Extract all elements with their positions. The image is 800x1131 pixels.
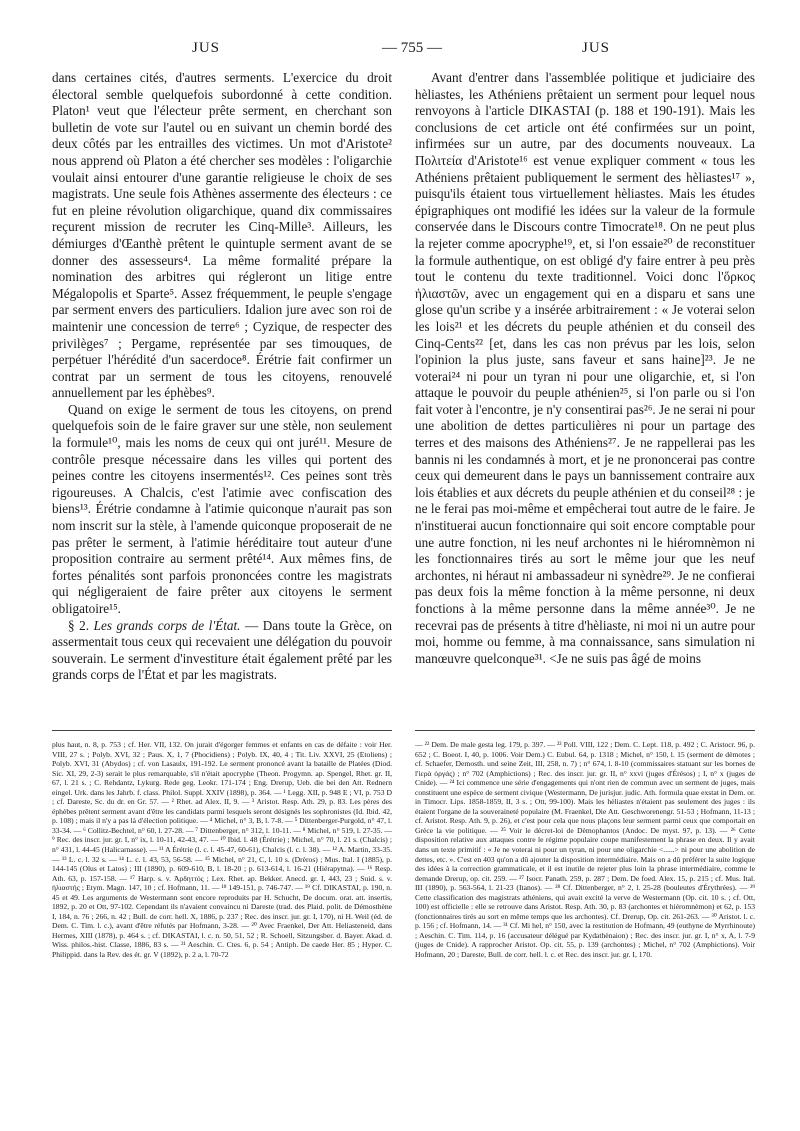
footnotes-left-text: plus haut, n. 8, p. 753 ; cf. Her. VII, 132. On jurait d'égorger femmes et enfants en cas de défaite : voir Her. VIII, 27 s. ; Polyb. XVI, 32 ; Paus. X, 1, 7 (Phocidiens) ; Polyb. IX, 40, 4 ; Tit. Liv. XXVI, 25 (Etoliens) ; Polyb. XVI, 31 (Abydos) ; cf. von Lasaulx, 191-192. Le serment prononcé avant la bataille de Platées (Diod. Sic. XI, 29, 2-3) serait le plus remarquable, s'il n'était apocryphe (Theon. Progymn. ap. Spengel, Rhet. gr. II, 67, l. 21 s. ; C. Rehdantz, Lykurg. Rede geg. Leokr. 171-174 ; Eng. Drerup, Ueb. die bei den Att. Rednern eingel. Urk. dans les Jahrb. f. class. Philol. Suppl. XXIV (1898), p. 364. — ¹ Legg. XII, p. 948 E ; VI, p. 753 D ; cf. Dareste, Sc. du dr. en Gr. 57. — ² Rhet. ad Alex. II, 9. — ³ Aristot. Resp. Ath. 29, p. 83. Les pères des éphèbes prêtent serment avant d'être les candidats parmi lesquels seront désignés les sophronistes (Id. Ibid. 42, p. 108) ; mais il n'y a pas là d'élection politique. — ⁴ Michel, n° 3, B, l. 7-8. — ⁵ Dittenberger-Purgold, n° 47, l. 33-34. — ⁶ Collitz-Bechtel, n° 60, l. 27-28. — ⁷ Dittenberger, n° 312, l. 10-11. — ⁸ Michel, n° 519, l. 27-35. — ⁹ Rec. des inscr. jur. gr. I, n° ix, l. 10-11, 42-43, 47. — ¹⁰ Ibid. l. 48 (Érétrie) ; Michel, n° 70, l. 21 s. (Chalcis) ; n° 431, l. 44-45 (Halicarnasse). — ¹¹ A Érétrie (l. c. l. 45-47, 60-61), Chalcis (l. c. l. 38). — ¹² A. Martin, 33-35. — ¹³ L. c. l. 32 s. — ¹⁴ L. c. l. 43, 53, 56-58. — ¹⁵ Michel, n° 21, C, l. 10 s. (Drèros) ; Mus. Ital. I (1885), p. 144-145 (Olus et Latos) ; III (1890), p. 609-610, B, l. 18-20 ; p. 613-614, l. 16-21 (Hiérapytna). — ¹⁶ Resp. Ath. 63, p. 157-158. — ¹⁷ Harp. s. v. Ἀρδηττός ; Lex. Rhet. ap. Bekker. Anecd. gr. I, 443, 23 ; Suid. s. v. ἡλιαστής ; Etym. Magn. 147, 10 ; cf. Hofmann, 11. — ¹⁸ 149-151, p. 746-747. — ¹⁹ Cf. DIKASTAI, p. 190, n. 45 et 49. Les arguments de Westermann sont encore reproduits par H. Schucht, De docum. orat. att. insertis, 1892, p. 20 et Ott, 97-102. Cependant ils n'avaient convaincu ni Dareste (trad. des Plaid. polit. de Démosthène I, 184, n. 76 ; 266, n. 42 ; Bull. de corr. hell. X, 1886, p. 237 ; Rec. des inscr. jur. gr. I, 170), ni H. Weil (éd. de Dem. C. Tim. l. c.), avant d'être réfutés par Hofmann, 3-28. — ²⁰ Avec Fraenkel, Der Att. Heliasteneid, dans Hermes, XIII (1878), p. 464 s. ; cf. DIKASTAI, l. c. n. 50, 51, 52 ; R. Schoell, Sitzungsber. d. Bayer. Akad. d. Wiss. philos.-hist. Classe, 1886, 83 s. — ²¹ Aeschin. C. Ctes. 6, p. 54 ; Antiph. De caede Her. 85 ; Hyper. C. Philippid. dans la Rev. des ét. gr. V (1892), p. 2 a, l. 70-72: [52, 740, 392, 960]
header-left-title: JUS: [192, 40, 221, 56]
right-column: [415, 70, 755, 667]
footnotes-right: [415, 740, 755, 960]
running-header: [52, 40, 767, 60]
section-number: § 2.: [68, 617, 90, 633]
section-paragraph: [52, 618, 392, 684]
section-title: Les grands corps de l'État.: [93, 617, 241, 633]
footnotes-left: [52, 740, 392, 960]
left-paragraph-2: Quand on exige le serment de tous les citoyens, on prend quelquefois soin de le faire graver sur une stèle, non seulement la formule¹⁰, mais les noms de ceux qui ont juré¹¹. Mesure de contrôle presque nécessaire dans les villes qui portent des peines contre les citoyens insermentés¹². Ces peines sont très rigoureuses. A Chalcis, c'est l'atimie avec confiscation des biens¹³. Érétrie condamne à l'atimie quiconque n'aurait pas son nom inscrit sur la stèle, à l'amende quiconque proposerait de ne pas prêter le serment, à l'atimie héréditaire tout auteur d'une proposition contraire au serment prêté¹⁴. Aux mêmes fins, de fortes pénalités sont parfois prononcées contre les magistrats qui négligeraient de faire prêter aux citoyens le serment obligatoire¹⁵.: [52, 401, 392, 616]
footnotes-right-text: — ²² Dem. De male gesta leg. 179, p. 397. — ²³ Poll. VIII, 122 ; Dem. C. Lept. 118, p. 492 ; C. Aristocr. 96, p. 652 ; C. Boeot. I, 40, p. 1006. Voir Dem.) C. Eubul. 64, p. 1318 ; Michel, n° 150, l. 15 (serment de dèmotes ; cf. Schaefer, Demosth. und seine Zeit, III, 258, n. 7) ; n° 674, l. 8-10 (commissaires statuant sur les bornes de l'ἱερὰ ὀργάς) ; n° 702 (Amphictions) ; Rec. des inscr. jur. gr. II, n° xxvi (juges d'Érésos) ; I, n° x (juges de Cnide). — ²⁴ Ici commence une série d'engagements qui n'ont rien de commun avec un serment de juges, mais constituent une espèce de serment civique (Westermann, De jurisjur. judic. Ath. formula quae exstat in Dem. or. in Timocr. Lips. 1858-1859, II, 3 s. ; Ott, 99-100). Mais les hèliastes n'étaient pas seulement des juges : ils étaient l'organe de la souveraineté populaire (M. Fraenkel, Die Att. Geschworenengr. 51-53 ; Hofmann, 11-13 ; cf. Aristot. Resp. Ath. 9, p. 26), et c'est pour cela que nous plaçons leur serment parmi ceux que comportait en Grèce la vie politique. — ²⁵ Voir le décret-loi de Dèmophantos (Andoc. De myst. 97, p. 13). — ²⁶ Cette disposition relative aux attaques contre le régime populaire coupe manifestement la phrase en deux. Il y avait dans un texte primitif : « Je ne voterai ni pour un tyran, ni pour une oligarchie <......> ni pour une abolition de dettes, etc. ». C'est en 403 qu'on a dû ajouter la disposition intermédiaire. Mais on a dû préférer la suite logique des idées à la correction grammaticale, et il est inutile de rejeter plus loin la phrase intermédiaire, comme le demande Drerup, op. cit. 259. — ²⁷ Isocr. Panath. 259, p. 287 ; Dem. De foed. Alex. 15, p. 215 ; cf. Mus. Ital. III (1890), p. 563-564, l. 21-23 (Itanos). — ²⁸ Cf. Dittenberger, n° 2, l. 25-28 (bouleutes d'Érythrées). — ²⁹ Cette classification des magistrats athéniens, qui avait excité la verve de Westermann (Op. cit. 10 s. ; cf. Ott, 100) est officielle : elle se retrouve dans Aristot. Resp. Ath. 30, p. 83 (archontes et hiéromnèmon) et 62, p. 153 (fonctionnaires tirés au sort en même temps que les archontes). Cf. Drerup, Op. cit. 261-263. — ³⁰ Aristot. l. c. p. 156 ; cf. Hofmann, 14. — ³¹ Cf. Mi hel, n° 150, avec la restitution de Hofmann, 49 (euthyne de Myrrhinoute) ; Aeschin. C. Tim. 114, p. 16 (accusateur délégué par Kydathènaion) ; Rec. des inscr. jur. gr. I, n° x, A, l. 7-9 (juges de Cnide). A rapprocher Aristot. Op. cit. 55, p. 139 (archontes) ; Michel, n° 702 (Amphictions). Voir Hofmann, 20 ; Dareste, Bull. de corr. hell. l. c. et Rec. des inscr. jur. gr. I, 170.: [415, 740, 755, 960]
footnote-rule-left: [52, 730, 392, 731]
right-paragraph-1: Avant d'entrer dans l'assemblée politique et judiciaire des hèliastes, les Athéniens prêtaient un serment pour lequel nous renvoyons à l'article DIKASTAI (p. 188 et 190-191). Mais les conclusions de cet article ont été confirmées sur un point, infirmées sur un autre, par des documents nouveaux. La Πολιτεία d'Aristote¹⁶ est venue expliquer comment « tous les Athéniens prêtaient publiquement le serment des hèliastes¹⁷ », puisqu'ils étaient tous virtuellement hèliastes. Mais les études épigraphiques ont modifié les idées sur la valeur de la formule conservée dans le Discours contre Timocrate¹⁸. On ne peut plus la rejeter comme apocryphe¹⁹, et, si l'on essaie²⁰ de reconstituer la formule authentique, on est obligé d'y faire entrer à peu près tout le contenu du texte traditionnel. Voici donc l'ὅρκος ἡλιαστῶν, avec un engagement qui en a disparu et sans une glose qu'un scribe y a insérée arbitrairement : « Je voterai selon les lois²¹ et les décrets du peuple athénien et du conseil des Cinq-Cents²² [et, dans les cas non prévus par les lois, selon l'opinion la plus juste, sans faveur et sans haine]²³. Je ne voterai²⁴ ni pour un tyran ni pour une oligarchie, et, si l'on attaque le pouvoir du peuple athénien²⁵, si l'on parle ou si l'on fait voter à l'encontre, je n'y consentirai pas²⁶. Je ne serai ni pour une abolition de dettes particulières ni pour un partage des terres et des maisons des Athéniens²⁷. Je ne rappellerai pas les bannis ni les condamnés à mort, et je ne prononcerai pas contre ceux qui demeurent dans le pays un bannissement contraire aux lois établies et aux décrets du peuple athénien et du conseil²⁸ : je ne le ferai pas moi-même et empêcherai tout autre de le faire. Je n'instituerai aucun fonctionnaire qui soit encore comptable pour une autre fonction, ni les neuf archontes ni le hiéromnèmon ni les fonctionnaires tirés au sort le même jour que les neuf archontes, ni héraut ni ambassadeur ni synèdre²⁹. Je ne confierai pas deux fois la même fonction à la même personne, ni deux fonctions à la même personne dans la même année³⁰. Je ne recevrai pas de présents à titre d'hèliaste, ni moi ni un autre pour moi, homme ou femme, à ma connaissance, sans simulation ni manœuvre quelconque³¹. <Je ne suis pas âgé de moins: [415, 70, 755, 666]
section-text: — Dans toute la Grèce, on assermentait tous ceux qui recevaient une délégation du pouvoir souverain. Le serment d'investiture était également prêté par les grands corps de l'État et par les magistrats.: [52, 617, 393, 683]
page-number: — 755 —: [382, 40, 442, 56]
header-right-title: JUS: [582, 40, 611, 56]
footnote-rule-right: [415, 730, 755, 731]
left-paragraph-1: dans certaines cités, d'autres serments. L'exercice du droit électoral semble quelquefois subordonné à cette condition. Platon¹ veut que l'électeur prête serment, en cherchant son bulletin de vote sur l'autel ou en suivant un chemin bordé des deux côtés par les entrailles des victimes. Un mot d'Aristote² nous apprend où Platon a été chercher ses modèles : l'oligarchie voulait ainsi entourer d'une garantie religieuse le choix de ses magistrats. Une seule fois Athènes assermente des électeurs : ce fut en pleine révolution oligarchique, quand dix commissaires reçurent mission de recruter les Cinq-Mille³. Ailleurs, les démiurges d'Œanthè prêtent le quintuple serment avant de se donner des assesseurs⁴. La même formalité prépare la nomination des arbitres qui régleront un litige entre Mégalopolis et Sparte⁵. Assez fréquemment, le peuple s'engage par serment envers des particuliers. Idalion jure avec son roi de maintenir une concession de terre⁶ ; Cyzique, de respecter des privilèges⁷ ; Pergame, représentée par ses timouques, de perpétuer l'hérédité d'un sacerdoce⁸. Érétrie fait confirmer un contrat par un serment de tous les citoyens, renouvelé annuellement par les éphèbes⁹.: [52, 70, 392, 401]
left-column: [52, 70, 392, 684]
